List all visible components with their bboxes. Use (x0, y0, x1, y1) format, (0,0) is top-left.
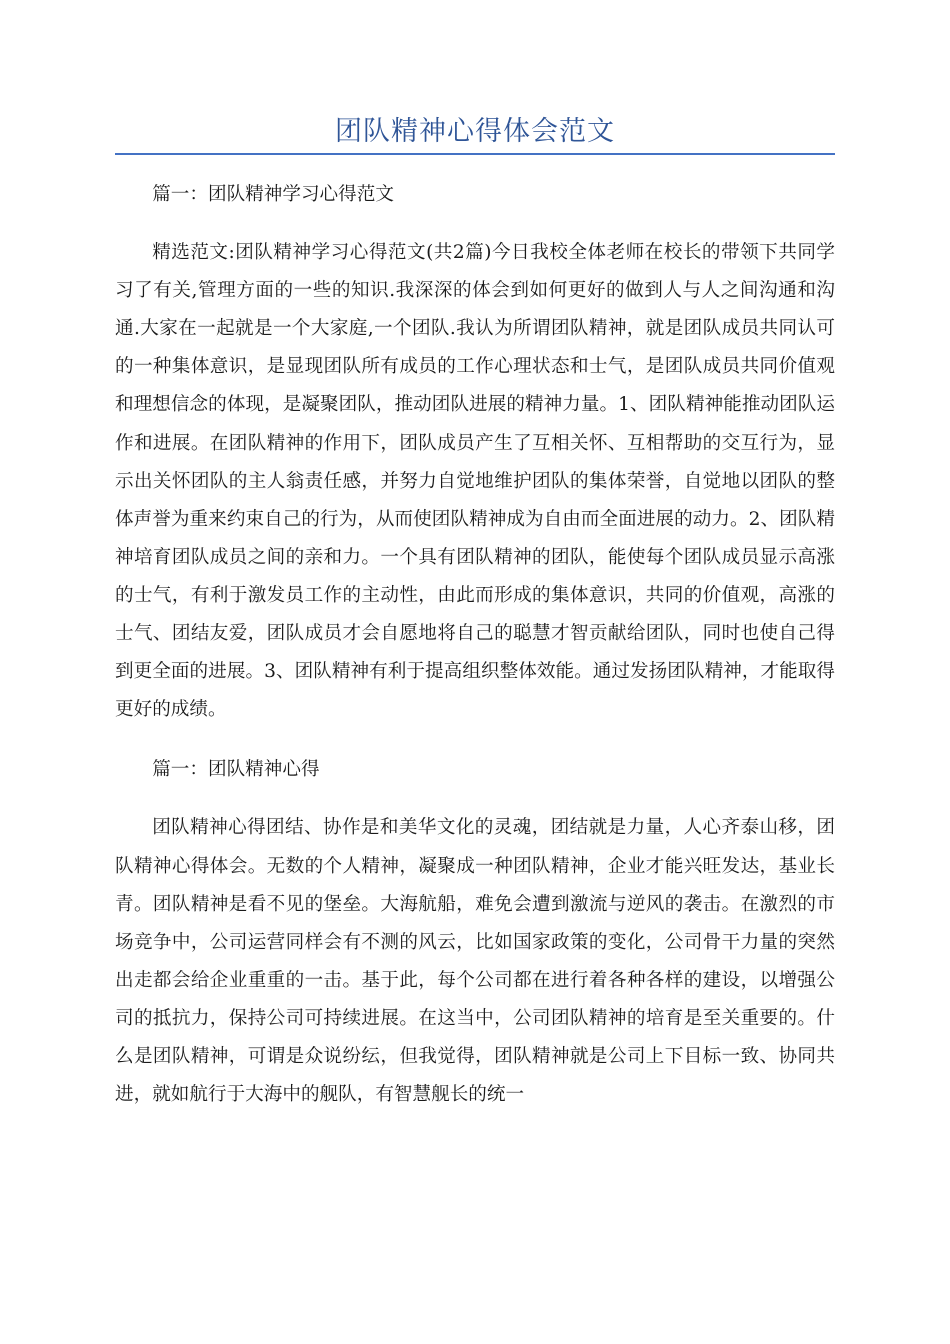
section-heading-1: 篇一：团队精神学习心得范文 (152, 184, 394, 205)
title-underline (115, 153, 835, 155)
document-body (115, 176, 835, 1114)
section-paragraph-2: 团队精神心得团结、协作是和美华文化的灵魂，团结就是力量，人心齐泰山移，团队精神心得体会。无数的个人精神，凝聚成一种团队精神，企业才能兴旺发达，基业长青。团队精神是看不见的堡垒。大海航船，难免会遭到激流与逆风的袭击。在激烈的市场竞争中，公司运营同样会有不测的风云，比如国家政策的变化，公司骨干力量的突然出走都会给企业重重的一击。基于此，每个公司都在进行着各种各样的建设，以增强公司的抵抗力，保持公司可持续进展。在这当中，公司团队精神的培育是至关重要的。什么是团队精神，可谓是众说纷纭，但我觉得，团队精神就是公司上下目标一致、协同共进，就如航行于大海中的舰队，有智慧舰长的统一 (115, 817, 835, 1106)
document-title: 团队精神心得体会范文 (335, 116, 615, 147)
section-heading-2: 篇一：团队精神心得 (152, 759, 320, 781)
section-paragraph-1: 精选范文:团队精神学习心得范文(共2篇)今日我校全体老师在校长的带领下共同学习了有关,管理方面的一些的知识.我深深的体会到如何更好的做到人与人之间沟通和沟通.大家在一起就是一个大家庭,一个团队.我认为所谓团队精神，就是团队成员共同认可的一种集体意识，是显现团队所有成员的工作心理状态和士气，是团队成员共同价值观和理想信念的体现，是凝聚团队，推动团队进展的精神力量。1、团队精神能推动团队运作和进展。在团队精神的作用下，团队成员产生了互相关怀、互相帮助的交互行为，显示出关怀团队的主人翁责任感，并努力自觉地维护团队的集体荣誉，自觉地以团队的整体声誉为重来约束自己的行为，从而使团队精神成为自由而全面进展的动力。2、团队精神培育团队成员之间的亲和力。一个具有团队精神的团队，能使每个团队成员显示高涨的士气，有利于激发员工作的主动性，由此而形成的集体意识，共同的价值观，高涨的士气、团结友爱，团队成员才会自愿地将自己的聪慧才智贡献给团队，同时也使自己得到更全面的进展。3、团队精神有利于提高组织整体效能。通过发扬团队精神，才能取得更好的成绩。 (115, 242, 835, 721)
